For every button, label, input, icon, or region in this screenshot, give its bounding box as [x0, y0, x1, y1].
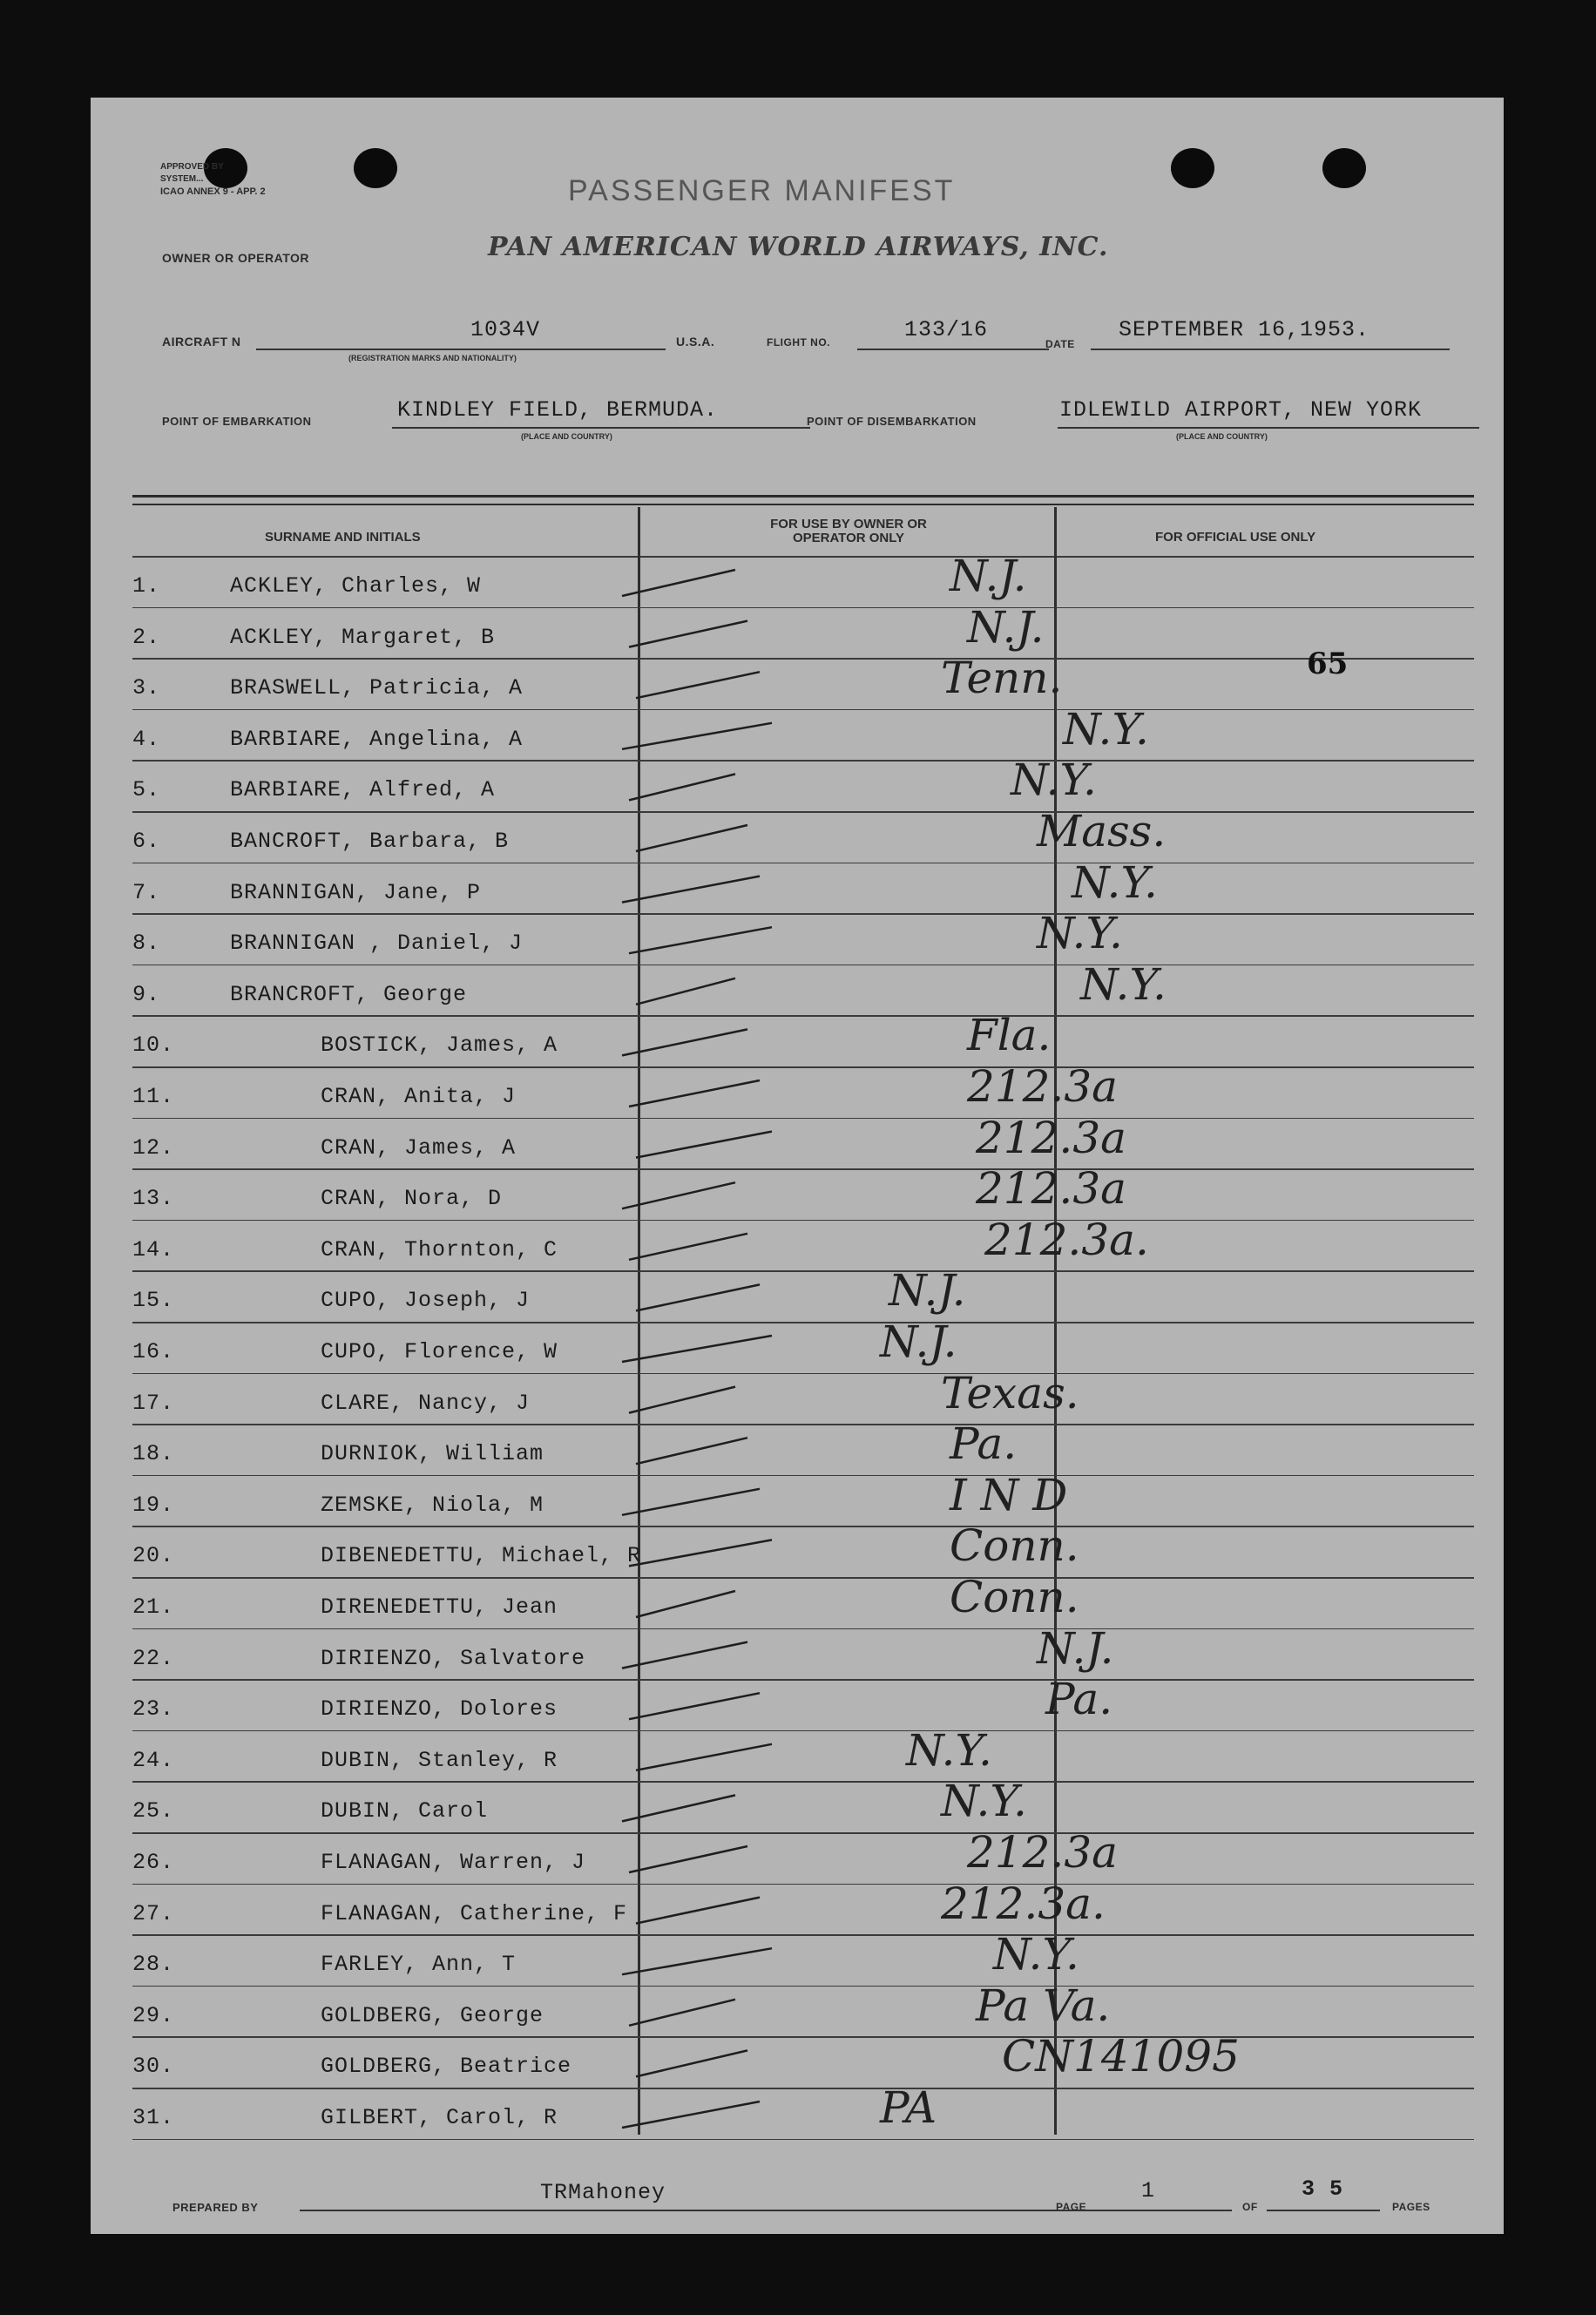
disembark-value: IDLEWILD AIRPORT, NEW YORK — [1059, 397, 1423, 423]
official-annotation: Conn. — [950, 1572, 1079, 1622]
passenger-name: GOLDBERG, Beatrice — [321, 2054, 572, 2080]
check-stroke — [622, 1336, 772, 1362]
manifest-title: PASSENGER MANIFEST — [568, 174, 956, 207]
passenger-number: 28. — [132, 1952, 175, 1978]
official-annotation: Conn. — [950, 1520, 1079, 1572]
passenger-name: BOSTICK, James, A — [321, 1032, 558, 1059]
passenger-number: 21. — [132, 1594, 175, 1620]
official-annotation: Pa. — [1045, 1674, 1113, 1725]
date-value: SEPTEMBER 16,1953. — [1119, 317, 1370, 342]
owner-column-header: FOR USE BY OWNER OR OPERATOR ONLY — [770, 517, 927, 545]
official-annotation: I N D — [950, 1469, 1068, 1520]
passenger-name: BRANCROFT, George — [230, 981, 468, 1007]
check-stroke — [629, 2000, 735, 2026]
official-annotation: N.Y. — [1037, 908, 1123, 959]
page-stamp: 65 — [1307, 646, 1349, 681]
airline-name: PAN AMERICAN WORLD AIRWAYS, INC. — [488, 232, 1109, 262]
passenger-name: FLANAGAN, Catherine, F — [321, 1900, 628, 1926]
approval-line-1: APPROVED BY — [160, 162, 224, 172]
passenger-name: CLARE, Nancy, J — [321, 1390, 531, 1416]
passenger-number: 13. — [132, 1186, 175, 1212]
passenger-number: 10. — [132, 1032, 175, 1059]
embark-label: POINT OF EMBARKATION — [162, 415, 312, 428]
passenger-name: ACKLEY, Margaret, B — [230, 624, 496, 650]
passenger-name: FLANAGAN, Warren, J — [321, 1850, 586, 1875]
official-annotation: 212.3a. — [941, 1878, 1106, 1929]
passenger-number: 14. — [132, 1236, 175, 1262]
passenger-number: 30. — [132, 2054, 175, 2080]
passenger-number: 12. — [132, 1134, 175, 1161]
prepared-value: TRMahoney — [540, 2180, 666, 2205]
check-stroke — [636, 1132, 772, 1158]
official-annotation: Pa Va. — [976, 1980, 1111, 2031]
official-annotation: N.J. — [1037, 1622, 1114, 1674]
check-stroke — [629, 1387, 735, 1413]
prepared-label: PREPARED BY — [172, 2201, 259, 2214]
passenger-name: CUPO, Florence, W — [321, 1339, 558, 1364]
passenger-name: BARBIARE, Alfred, A — [230, 777, 496, 803]
check-stroke — [622, 1182, 735, 1208]
check-stroke — [622, 2102, 760, 2128]
flight-value: 133/16 — [904, 317, 989, 342]
date-label: DATE — [1045, 338, 1075, 350]
passenger-number: 1. — [132, 573, 161, 599]
passenger-name: DIRIENZO, Salvatore — [321, 1645, 586, 1671]
official-annotation: 212.3a — [976, 1163, 1126, 1215]
surname-column-header: SURNAME AND INITIALS — [265, 530, 421, 545]
passenger-number: 16. — [132, 1339, 175, 1364]
aircraft-label: AIRCRAFT N — [162, 335, 241, 349]
disembark-label: POINT OF DISEMBARKATION — [807, 415, 977, 428]
official-annotation: PA — [880, 2082, 937, 2133]
passenger-name: GOLDBERG, George — [321, 2002, 544, 2028]
official-annotation: Mass. — [1037, 806, 1167, 856]
embark-note: (PLACE AND COUNTRY) — [521, 432, 612, 441]
official-annotation: 212.3a — [976, 1112, 1126, 1163]
of-label: OF — [1242, 2201, 1258, 2213]
check-stroke — [629, 621, 747, 647]
passenger-number: 9. — [132, 981, 161, 1007]
official-annotation: Tenn. — [941, 653, 1063, 704]
official-annotation: Pa. — [950, 1418, 1018, 1470]
approval-line-2: SYSTEM... — [160, 174, 204, 184]
check-stroke — [622, 570, 735, 596]
official-annotation: N.Y. — [1080, 958, 1167, 1010]
handwritten-check-marks — [91, 98, 1504, 2234]
passenger-name: BRASWELL, Patricia, A — [230, 675, 524, 701]
passenger-number: 18. — [132, 1441, 175, 1467]
passenger-number: 15. — [132, 1288, 175, 1314]
check-stroke — [636, 1438, 747, 1464]
official-annotation: N.Y. — [993, 1929, 1079, 1980]
check-stroke — [636, 825, 747, 851]
official-annotation: N.J. — [880, 1317, 957, 1367]
passenger-number: 11. — [132, 1084, 175, 1109]
check-stroke — [622, 877, 760, 903]
passenger-name: BRANNIGAN , Daniel, J — [230, 931, 524, 957]
passenger-number: 17. — [132, 1390, 175, 1416]
approval-line-3: ICAO ANNEX 9 - APP. 2 — [160, 186, 266, 197]
official-annotation: Texas. — [941, 1367, 1079, 1418]
official-annotation: N.Y. — [1072, 856, 1158, 908]
passenger-number: 22. — [132, 1645, 175, 1671]
check-stroke — [636, 1284, 760, 1310]
passenger-number: 5. — [132, 777, 161, 803]
official-annotation: CN141095 — [1002, 2031, 1240, 2082]
passenger-number: 31. — [132, 2105, 175, 2130]
flight-label: FLIGHT NO. — [767, 336, 830, 349]
official-annotation: N.Y. — [906, 1724, 992, 1776]
official-annotation: N.Y. — [1063, 703, 1149, 755]
check-stroke — [636, 978, 735, 1005]
passenger-number: 3. — [132, 675, 161, 701]
owner-label: OWNER OR OPERATOR — [162, 251, 309, 265]
check-stroke — [622, 1642, 747, 1669]
embark-value: KINDLEY FIELD, BERMUDA. — [397, 397, 719, 423]
check-stroke — [622, 1795, 735, 1821]
check-stroke — [622, 1489, 760, 1515]
page-value: 1 — [1141, 2178, 1156, 2203]
passenger-name: DIBENEDETTU, Michael, R — [321, 1543, 642, 1569]
passenger-name: ZEMSKE, Niola, M — [321, 1492, 544, 1518]
passenger-name: DUBIN, Carol — [321, 1798, 489, 1824]
passenger-name: BARBIARE, Angelina, A — [230, 726, 524, 752]
passenger-number: 23. — [132, 1696, 175, 1723]
passenger-number: 20. — [132, 1543, 175, 1569]
passenger-name: CRAN, Anita, J — [321, 1084, 517, 1109]
check-stroke — [629, 774, 735, 800]
passenger-name: GILBERT, Carol, R — [321, 2105, 558, 2130]
disembark-note: (PLACE AND COUNTRY) — [1176, 432, 1268, 441]
passenger-name: DUBIN, Stanley, R — [321, 1747, 558, 1773]
official-annotation: Fla. — [967, 1010, 1052, 1061]
page-label: PAGE — [1056, 2201, 1087, 2213]
passenger-name: DURNIOK, William — [321, 1441, 544, 1467]
passenger-number: 2. — [132, 624, 161, 650]
passenger-name: BANCROFT, Barbara, B — [230, 829, 510, 854]
check-stroke — [622, 723, 772, 749]
check-stroke — [629, 1540, 772, 1566]
manifest-page — [91, 98, 1504, 2234]
official-annotation: N.Y. — [1011, 755, 1097, 806]
check-stroke — [629, 1846, 747, 1872]
passenger-name: CRAN, Nora, D — [321, 1186, 503, 1212]
check-stroke — [629, 1693, 760, 1719]
check-stroke — [636, 1744, 772, 1770]
passenger-name: BRANNIGAN, Jane, P — [230, 879, 482, 905]
official-annotation: N.J. — [950, 551, 1027, 601]
official-annotation: N.J. — [889, 1265, 966, 1317]
check-stroke — [622, 1029, 747, 1055]
passenger-name: ACKLEY, Charles, W — [230, 573, 482, 599]
passenger-name: CRAN, James, A — [321, 1134, 517, 1161]
pages-value: 3 5 — [1302, 2176, 1344, 2202]
official-annotation: 212.3a. — [984, 1214, 1149, 1265]
check-stroke — [636, 2050, 747, 2076]
usa-label: U.S.A. — [676, 335, 715, 349]
passenger-number: 6. — [132, 829, 161, 854]
passenger-name: CRAN, Thornton, C — [321, 1236, 558, 1262]
passenger-name: CUPO, Joseph, J — [321, 1288, 531, 1314]
official-column-header: FOR OFFICIAL USE ONLY — [1155, 530, 1316, 545]
passenger-name: DIRIENZO, Dolores — [321, 1696, 558, 1723]
passenger-number: 26. — [132, 1850, 175, 1875]
official-annotation: 212.3a — [967, 1827, 1118, 1878]
check-stroke — [629, 927, 772, 953]
check-stroke — [622, 1948, 772, 1974]
pages-label: PAGES — [1392, 2201, 1430, 2213]
passenger-number: 4. — [132, 726, 161, 752]
official-annotation: N.J. — [967, 601, 1045, 653]
aircraft-value: 1034V — [470, 317, 541, 342]
official-annotation: N.Y. — [941, 1776, 1027, 1827]
passenger-name: FARLEY, Ann, T — [321, 1952, 517, 1978]
registration-note: (REGISTRATION MARKS AND NATIONALITY) — [348, 354, 517, 362]
passenger-number: 24. — [132, 1747, 175, 1773]
check-stroke — [629, 1234, 747, 1260]
passenger-number: 25. — [132, 1798, 175, 1824]
passenger-name: DIRENEDETTU, Jean — [321, 1594, 558, 1620]
passenger-number: 8. — [132, 931, 161, 957]
check-stroke — [636, 1898, 760, 1924]
passenger-number: 19. — [132, 1492, 175, 1518]
passenger-number: 29. — [132, 2002, 175, 2028]
check-stroke — [636, 672, 760, 698]
passenger-number: 7. — [132, 879, 161, 905]
check-stroke — [629, 1080, 760, 1107]
passenger-number: 27. — [132, 1900, 175, 1926]
official-annotation: 212.3a — [967, 1061, 1118, 1112]
check-stroke — [636, 1591, 735, 1617]
